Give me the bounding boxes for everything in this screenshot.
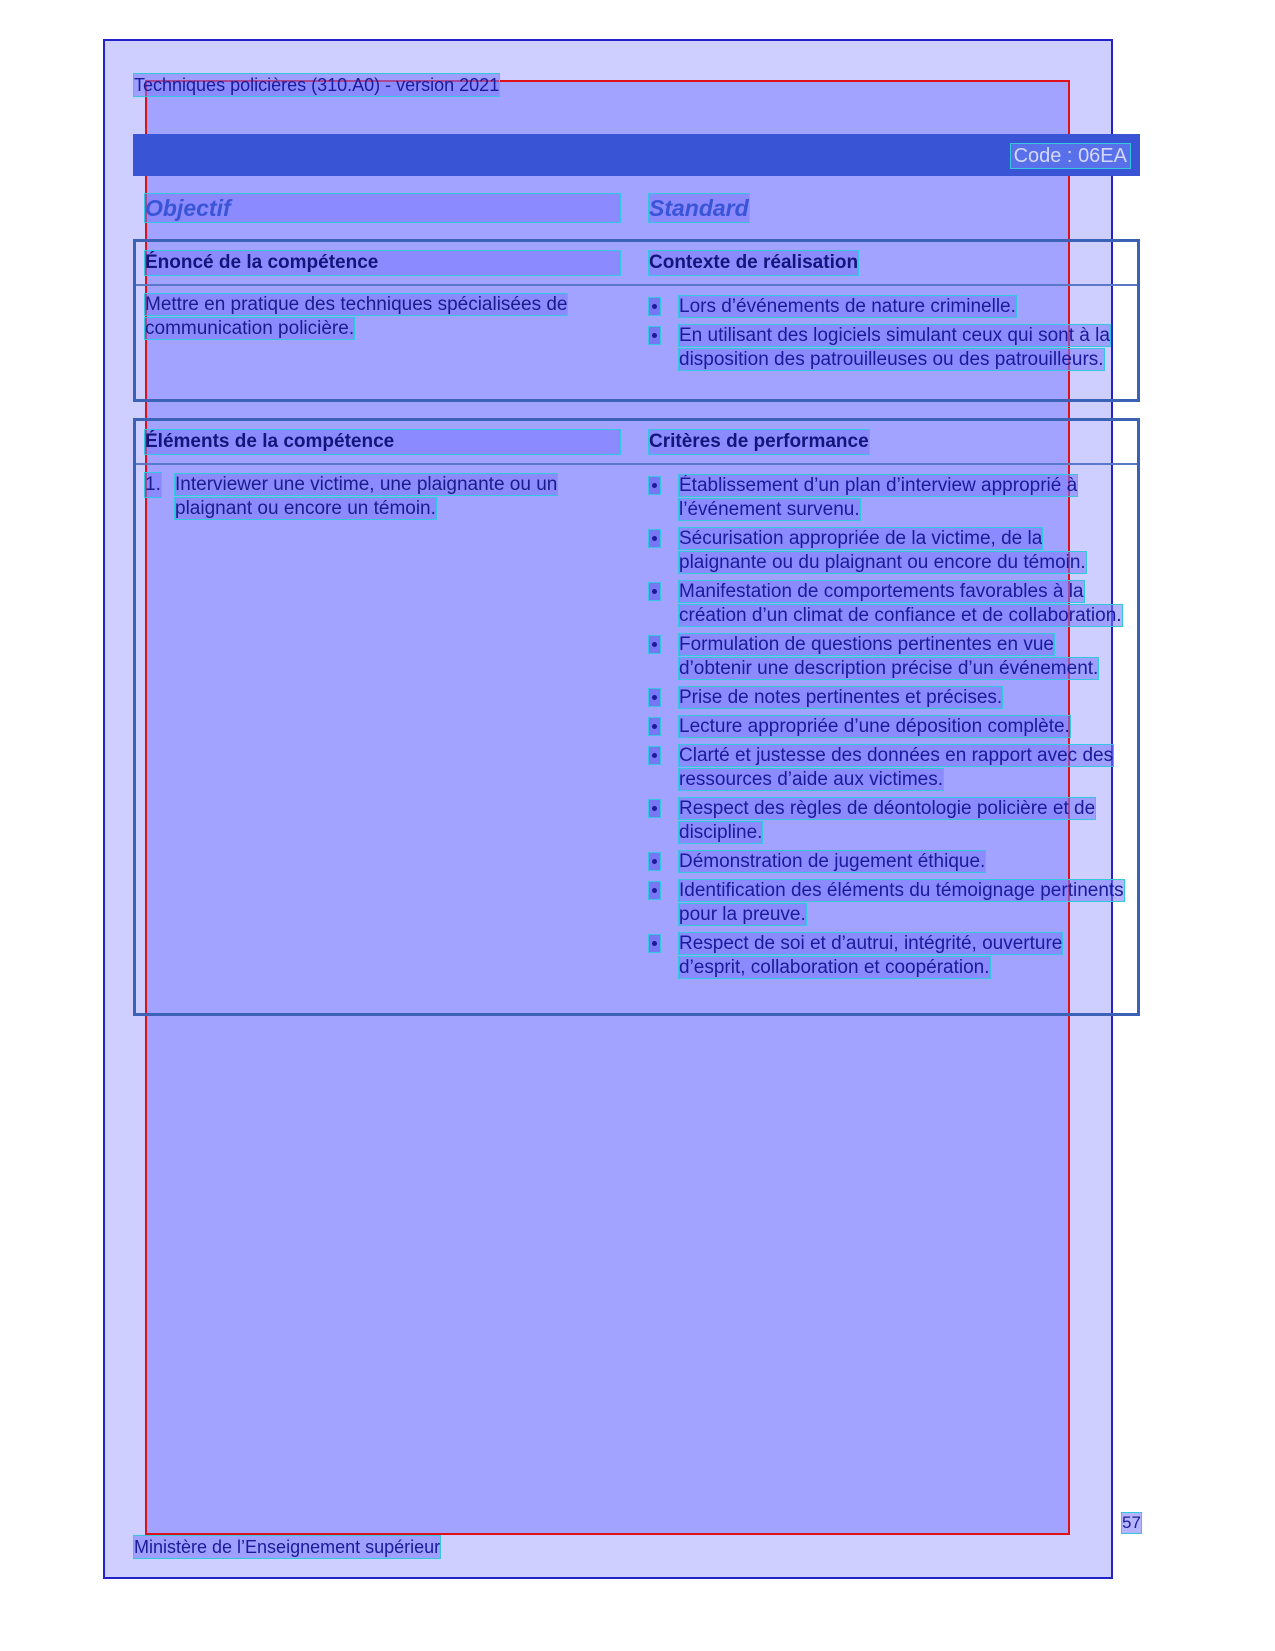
contexte-item bbox=[649, 295, 1124, 319]
bullet-icon bbox=[649, 800, 660, 817]
bullet-icon bbox=[649, 718, 660, 735]
critere-item-text: Sécurisation appropriée de la victime, de la plaignante ou du plaignant ou encore du témoin. bbox=[679, 528, 1086, 573]
contexte-item bbox=[649, 324, 1124, 372]
critere-item bbox=[649, 474, 1127, 522]
bullet-icon bbox=[649, 477, 660, 494]
header-program-title: Techniques policières (310.A0) - version 2021 bbox=[134, 75, 500, 95]
critere-item bbox=[649, 715, 1127, 739]
bullet-icon bbox=[649, 327, 660, 344]
footer-ministry: Ministère de l’Enseignement supérieur bbox=[134, 1537, 441, 1557]
critere-item bbox=[649, 879, 1127, 927]
critere-item-text: Manifestation de comportements favorables à la création d’un climat de confiance et de collaboration. bbox=[679, 581, 1122, 626]
contexte-list bbox=[649, 295, 1124, 377]
critere-item-text: Respect de soi et d’autrui, intégrité, ouverture d’esprit, collaboration et coopération. bbox=[679, 933, 1063, 978]
bullet-icon bbox=[649, 636, 660, 653]
critere-item-text: Démonstration de jugement éthique. bbox=[679, 851, 986, 872]
critere-item-text: Formulation de questions pertinentes en vue d’obtenir une description précise d’un événement. bbox=[679, 634, 1099, 679]
critere-item bbox=[649, 580, 1127, 628]
code-label: Code : bbox=[1013, 145, 1073, 167]
bullet-icon bbox=[649, 882, 660, 899]
table-divider bbox=[136, 463, 1137, 465]
code-bar bbox=[133, 134, 1140, 176]
bullet-icon bbox=[649, 530, 660, 547]
enonce-text: Mettre en pratique des techniques spécialisées de communication policière. bbox=[145, 294, 568, 339]
bullet-icon bbox=[649, 298, 660, 315]
critere-item-text: Établissement d’un plan d’interview approprié à l’événement survenu. bbox=[679, 475, 1078, 520]
bullet-icon bbox=[649, 935, 660, 952]
critere-item bbox=[649, 744, 1127, 792]
criteres-heading: Critères de performance bbox=[649, 431, 869, 452]
contexte-item-text: Lors d’événements de nature criminelle. bbox=[679, 296, 1016, 317]
competency-code bbox=[1011, 144, 1130, 168]
critere-item-text: Identification des éléments du témoignage pertinents pour la preuve. bbox=[679, 880, 1124, 925]
element-number: 1. bbox=[145, 474, 161, 495]
critere-item bbox=[649, 686, 1127, 710]
contexte-item-text: En utilisant des logiciels simulant ceux qui sont à la disposition des patrouilleuses ou des patrouilleurs. bbox=[679, 325, 1110, 370]
criteres-list bbox=[649, 474, 1127, 985]
critere-item-text: Prise de notes pertinentes et précises. bbox=[679, 687, 1003, 708]
elements-heading: Éléments de la compétence bbox=[145, 430, 620, 454]
contexte-heading: Contexte de réalisation bbox=[649, 252, 859, 273]
element-item bbox=[145, 473, 623, 521]
page-number: 57 bbox=[1122, 1513, 1141, 1532]
critere-item bbox=[649, 527, 1127, 575]
critere-item bbox=[649, 932, 1127, 980]
bullet-icon bbox=[649, 689, 660, 706]
bullet-icon bbox=[649, 747, 660, 764]
critere-item bbox=[649, 797, 1127, 845]
section-title-standard: Standard bbox=[649, 195, 749, 221]
element-text: Interviewer une victime, une plaignante ou un plaignant ou encore un témoin. bbox=[175, 474, 558, 519]
critere-item bbox=[649, 850, 1127, 874]
code-value: 06EA bbox=[1078, 145, 1127, 167]
bullet-icon bbox=[649, 583, 660, 600]
enonce-heading: Énoncé de la compétence bbox=[145, 251, 620, 275]
critere-item-text: Lecture appropriée d’une déposition complète. bbox=[679, 716, 1070, 737]
table-divider bbox=[136, 284, 1137, 286]
critere-item-text: Respect des règles de déontologie policière et de discipline. bbox=[679, 798, 1096, 843]
critere-item bbox=[649, 633, 1127, 681]
bullet-icon bbox=[649, 853, 660, 870]
critere-item-text: Clarté et justesse des données en rapport avec des ressources d’aide aux victimes. bbox=[679, 745, 1114, 790]
section-title-objectif: Objectif bbox=[145, 194, 620, 222]
